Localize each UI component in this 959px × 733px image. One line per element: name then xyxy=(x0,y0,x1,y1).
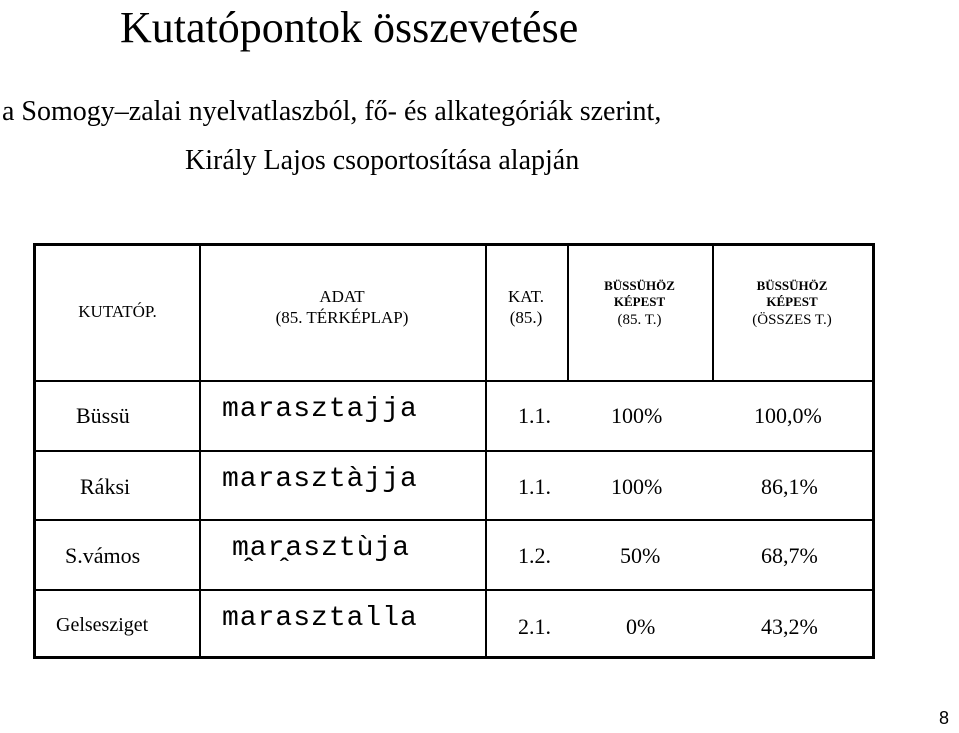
row-form: m̭ar̭asztùja xyxy=(232,533,411,564)
row-form: marasztajja xyxy=(222,394,418,425)
header-text: BÜSSÜHÖZ xyxy=(756,278,828,293)
header-text: ADAT xyxy=(319,287,365,306)
header-text: KAT. xyxy=(507,287,545,306)
row-place: Büssü xyxy=(76,403,130,428)
header-text: KÉPEST xyxy=(613,294,666,310)
row-form: marasztàjja xyxy=(222,464,418,495)
header-bussuhoz-85 xyxy=(567,278,712,329)
row-percent-85: 50% xyxy=(620,543,661,568)
row-percent-all: 43,2% xyxy=(761,614,818,639)
header-text: KUTATÓP. xyxy=(78,302,157,321)
row-category: 1.1. xyxy=(518,474,551,499)
page-number: 8 xyxy=(938,708,949,728)
row-category: 1.1. xyxy=(518,403,551,428)
row-divider xyxy=(36,450,872,452)
page-title: Kutatópontok összevetése xyxy=(120,3,579,52)
header-text: (85. TÉRKÉPLAP) xyxy=(275,308,409,328)
row-percent-85: 0% xyxy=(626,614,656,639)
row-percent-85: 100% xyxy=(611,403,663,428)
row-form: marasztalla xyxy=(222,603,418,634)
row-place: Ráksi xyxy=(80,474,131,499)
row-divider xyxy=(36,589,872,591)
row-category: 1.2. xyxy=(518,543,551,568)
row-percent-all: 68,7% xyxy=(761,543,818,568)
header-adat xyxy=(199,286,485,329)
header-text: (85.) xyxy=(509,308,543,328)
row-category: 2.1. xyxy=(518,614,551,639)
subtitle-line-1: a Somogy–zalai nyelvatlaszból, fő- és alkategóriák szerint, xyxy=(2,96,662,127)
subtitle-line-2: Király Lajos csoportosítása alapján xyxy=(185,145,580,176)
header-bussuhoz-osszes xyxy=(712,278,872,329)
row-percent-85: 100% xyxy=(611,474,663,499)
comparison-table xyxy=(33,243,875,659)
row-place: Gelsesziget xyxy=(56,614,149,636)
header-text: KÉPEST xyxy=(766,294,818,310)
header-kutatop xyxy=(36,301,199,323)
row-place: S.vámos xyxy=(65,543,141,568)
header-text: (85. T.) xyxy=(617,311,662,328)
row-percent-all: 100,0% xyxy=(754,403,822,428)
row-divider xyxy=(36,519,872,521)
header-text: BÜSSÜHÖZ xyxy=(604,278,675,293)
row-percent-all: 86,1% xyxy=(761,474,818,499)
header-text: (ÖSSZES T.) xyxy=(752,311,832,328)
header-bottom-line xyxy=(36,380,872,382)
header-kat xyxy=(485,286,567,329)
